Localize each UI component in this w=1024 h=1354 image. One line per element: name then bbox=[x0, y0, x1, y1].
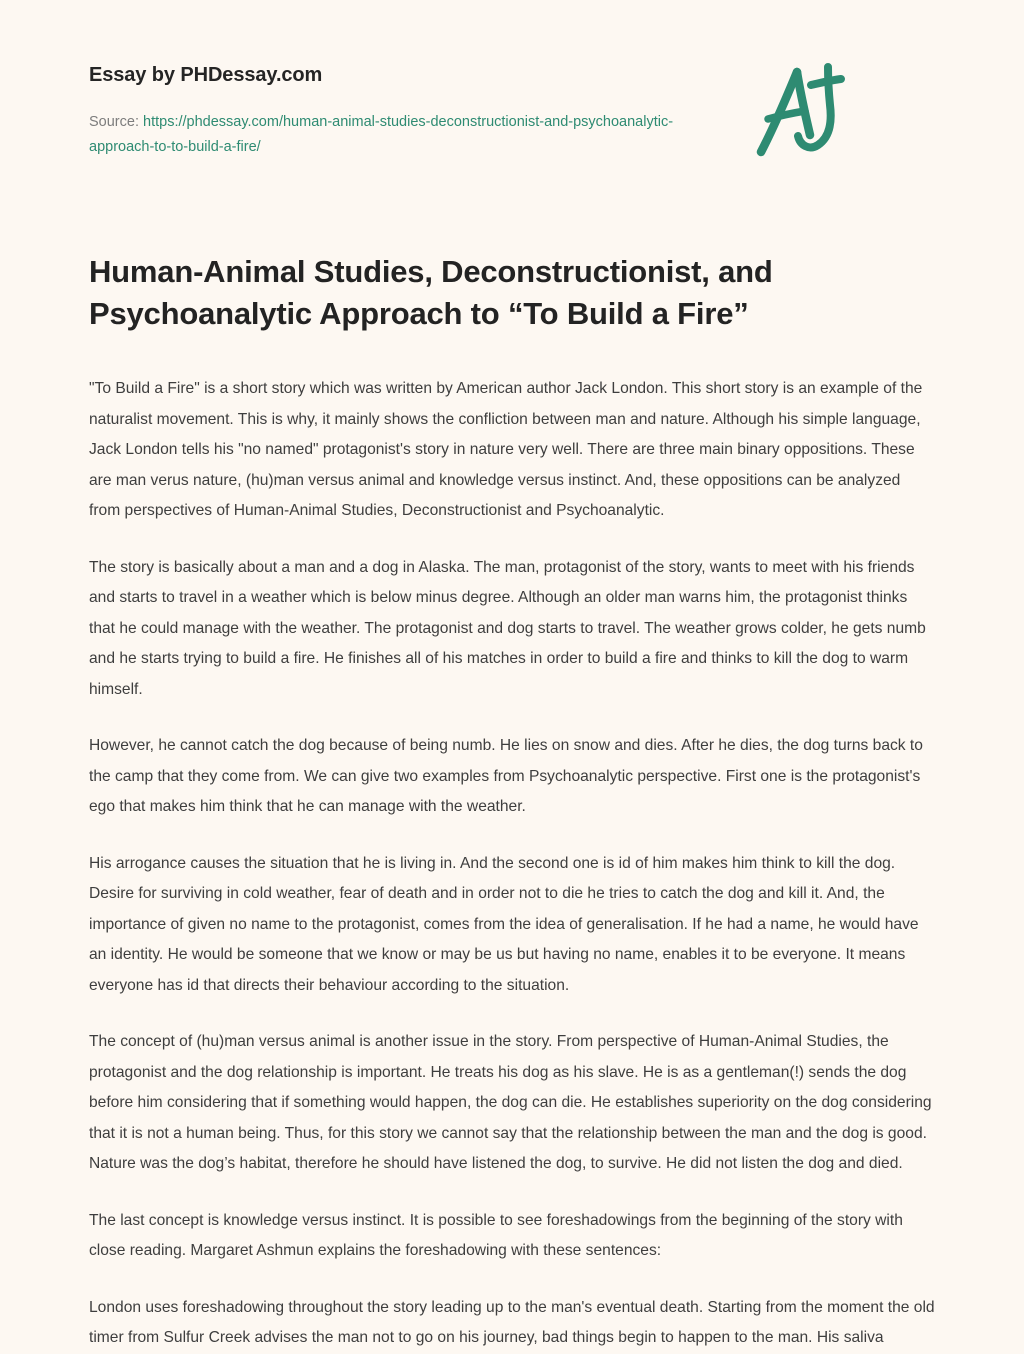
source-label: Source: bbox=[89, 114, 139, 130]
paragraph: His arrogance causes the situation that he is living in. And the second one is id of him makes him think to kill the dog. Desire for surviving in cold weather, fear of death and in order not to die he tries to catch the dog and kill it. And, the importance of given no name to the protagonist, comes from the idea of generalisation. If he had a name, he would have an identity. He would be someone that we know or may be us but having no name, enables it to be everyone. It means everyone has id that directs their behaviour according to the situation. bbox=[89, 854, 919, 994]
page-header bbox=[89, 0, 935, 180]
paragraph: London uses foreshadowing throughout the story leading up to the man's eventual death. Starting from the moment the old timer from Sulfur Creek advises the man not to go on his journey, bad things begin to happen to the man. His saliva bbox=[89, 1298, 935, 1346]
paragraph: The concept of (hu)man versus animal is another issue in the story. From perspective of Human-Animal Studies, the protagonist and the dog relationship is important. He treats his dog as his slave. He is as a gentleman(!) sends the dog before him considering that if something would happen, the dog can die. He establishes superiority on the dog considering that it is not a human being. Thus, for this story we cannot say that the relationship between the man and the dog is good. Nature was the dog’s habitat, therefore he should have listened the dog, to survive. He did not listen the dog and died. bbox=[89, 1033, 932, 1172]
source-url-link[interactable]: https://phdessay.com/human-animal-studies-deconstructionist-and-psychoanalytic-approach-to-to-build-a-fire/ bbox=[89, 114, 674, 155]
paragraph: However, he cannot catch the dog because of being numb. He lies on snow and dies. After he dies, the dog turns back to the camp that they come from. We can give two examples from Psychoanalytic perspective. First one is the protagonist's ego that makes him think that he can manage with the weather. bbox=[89, 737, 923, 815]
paragraph: The story is basically about a man and a dog in Alaska. The man, protagonist of the story, wants to meet with his friends and starts to travel in a weather which is below minus degree. Although an older man warns him, the protagonist thinks that he could manage with the weather. The protagonist and dog starts to travel. The weather grows colder, he gets numb and he starts trying to build a fire. He finishes all of his matches in order to build a fire and thinks to kill the dog to warm himself. bbox=[89, 558, 926, 698]
paragraph: The last concept is knowledge versus instinct. It is possible to see foreshadowings from the beginning of the story with close reading. Margaret Ashmun explains the foreshadowing with these sentences: bbox=[89, 1211, 903, 1259]
source-line bbox=[89, 110, 689, 160]
a-plus-icon bbox=[748, 55, 853, 165]
brand-title: Essay by PHDessay.com bbox=[89, 64, 323, 86]
a-plus-logo bbox=[748, 55, 853, 165]
paragraph: "To Build a Fire" is a short story which was written by American author Jack London. This short story is an example of the naturalist movement. This is why, it mainly shows the confliction between man and nature. Although his simple language, Jack London tells his "no named" protagonist's story in nature very well. There are three main binary oppositions. These are man verus nature, (hu)man versus animal and knowledge versus instinct. And, these oppositions can be analyzed from perspectives of Human-Animal Studies, Deconstructionist and Psychoanalytic. bbox=[89, 380, 923, 519]
article-body bbox=[89, 374, 935, 1354]
page-title: Human-Animal Studies, Deconstructionist, and Psychoanalytic Approach to “To Build a Fire” bbox=[89, 254, 773, 331]
